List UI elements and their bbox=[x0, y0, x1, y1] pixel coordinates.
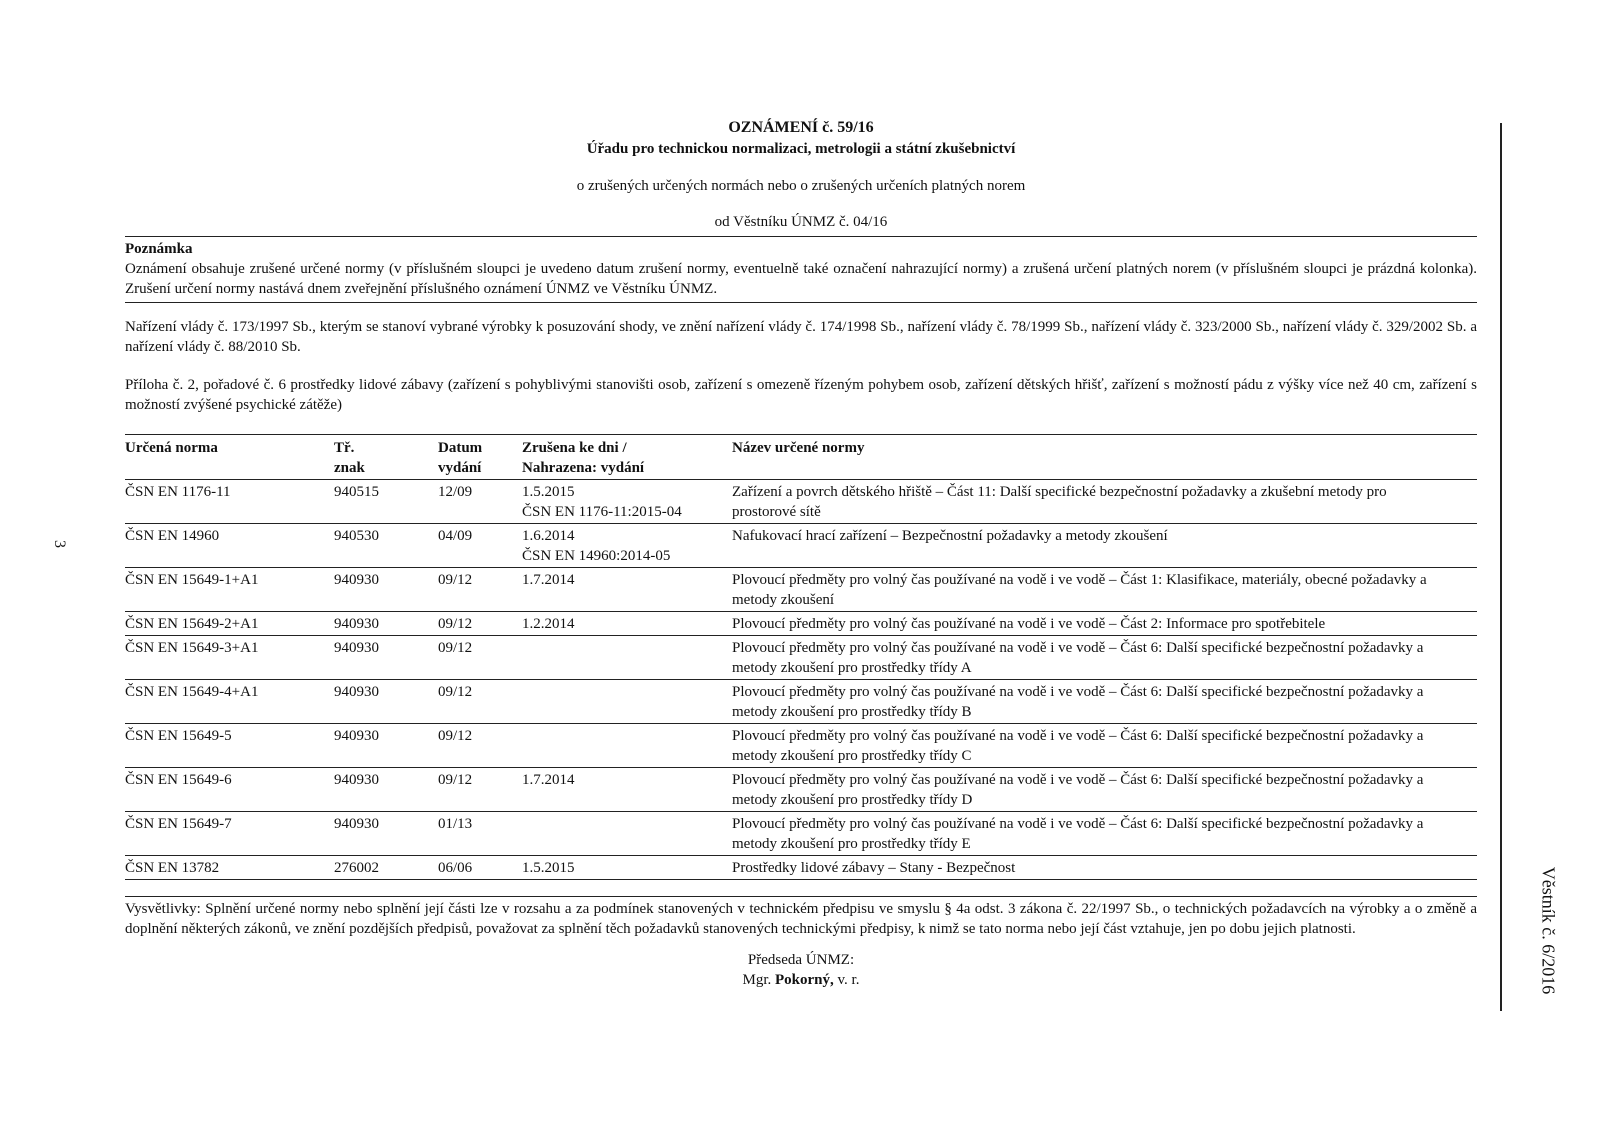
cell-cancel: 1.5.2015 ČSN EN 1176-11:2015-04 bbox=[522, 484, 682, 520]
table-header-row bbox=[125, 435, 1477, 480]
table-row bbox=[125, 612, 1477, 636]
cell-class: 940515 bbox=[334, 484, 379, 500]
header-norm: Určená norma bbox=[125, 435, 334, 480]
cell-norm: ČSN EN 15649-7 bbox=[125, 812, 334, 856]
page-number: 3 bbox=[51, 540, 68, 548]
cell-cancel: 1.7.2014 bbox=[522, 768, 732, 812]
cell-date: 09/12 bbox=[438, 636, 522, 680]
table-row bbox=[125, 768, 1477, 812]
signature-name: Pokorný, bbox=[775, 972, 834, 988]
header-name: Název určené normy bbox=[732, 435, 1477, 480]
table-row bbox=[125, 724, 1477, 768]
table-row bbox=[125, 812, 1477, 856]
cell-name: Plovoucí předměty pro volný čas používané na vodě i ve vodě – Část 6: Další specifické bezpečnostní požadavky a metody zkoušení pro prostředky třídy C bbox=[732, 724, 1477, 768]
cell-class: 276002 bbox=[334, 856, 438, 880]
cell-class: 940930 bbox=[334, 812, 438, 856]
cell-norm: ČSN EN 15649-3+A1 bbox=[125, 636, 334, 680]
cell-norm: ČSN EN 15649-4+A1 bbox=[125, 680, 334, 724]
notice-subject: o zrušených určených normách nebo o zrušených určeních platných norem bbox=[576, 178, 1026, 194]
cell-name: Plovoucí předměty pro volný čas používané na vodě i ve vodě – Část 2: Informace pro spotřebitele bbox=[732, 612, 1477, 636]
cell-cancel: 1.6.2014 ČSN EN 14960:2014-05 bbox=[522, 524, 732, 568]
cell-date: 09/12 bbox=[438, 568, 522, 612]
cell-cancel bbox=[522, 680, 732, 724]
header-cancel: Zrušena ke dni / Nahrazena: vydání bbox=[522, 435, 732, 480]
cell-cancel: 1.5.2015 bbox=[522, 856, 732, 880]
table-row bbox=[125, 568, 1477, 612]
cell-cancel: 1.2.2014 bbox=[522, 612, 732, 636]
cell-name: Nafukovací hrací zařízení – Bezpečnostní požadavky a metody zkoušení bbox=[732, 524, 1477, 568]
cell-date: 09/12 bbox=[438, 612, 522, 636]
table-row bbox=[125, 524, 1477, 568]
signature-line bbox=[125, 970, 1477, 990]
table-row bbox=[125, 636, 1477, 680]
cell-class: 940930 bbox=[334, 724, 438, 768]
note-text: Oznámení obsahuje zrušené určené normy (v příslušném sloupci je uvedeno datum zrušení normy, eventuelně také označení nahrazující normy) a zrušená určení platných norem (v příslušném sloupci je prázdná kolonka). Zrušení určení normy nastává dnem zveřejnění příslušného oznámení ÚNMZ ve Věstníku ÚNMZ. bbox=[125, 261, 1477, 297]
cell-date: 09/12 bbox=[438, 724, 522, 768]
cell-norm: ČSN EN 15649-5 bbox=[125, 724, 334, 768]
annex-paragraph: Příloha č. 2, pořadové č. 6 prostředky lidové zábavy (zařízení s pohyblivými stanovišti osob, zařízení s omezeně řízeným pohybem osob, zařízení dětských hřišť, zařízení s možností pádu z výšky více než 40 cm, zařízení s možností zvýšené psychické zátěže) bbox=[125, 377, 1477, 413]
cell-name: Plovoucí předměty pro volný čas používané na vodě i ve vodě – Část 6: Další specifické bezpečnostní požadavky a metody zkoušení pro prostředky třídy B bbox=[732, 680, 1477, 724]
cell-class: 940930 bbox=[334, 768, 438, 812]
cell-cancel bbox=[522, 724, 732, 768]
cell-name: Plovoucí předměty pro volný čas používané na vodě i ve vodě – Část 6: Další specifické bezpečnostní požadavky a metody zkoušení pro prostředky třídy A bbox=[732, 636, 1477, 680]
cell-class: 940930 bbox=[334, 568, 438, 612]
document-body bbox=[125, 118, 1477, 990]
cell-norm: ČSN EN 13782 bbox=[125, 856, 334, 880]
notice-issuer: Úřadu pro technickou normalizaci, metrologii a státní zkušebnictví bbox=[586, 141, 1016, 157]
cell-date: 06/06 bbox=[438, 856, 522, 880]
signature-role: Předseda ÚNMZ: bbox=[747, 952, 855, 968]
signature-prefix: Mgr. bbox=[742, 972, 772, 988]
cell-name: Plovoucí předměty pro volný čas používané na vodě i ve vodě – Část 6: Další specifické bezpečnostní požadavky a metody zkoušení pro prostředky třídy E bbox=[732, 812, 1477, 856]
cell-cancel: 1.7.2014 bbox=[522, 568, 732, 612]
cell-class: 940930 bbox=[334, 636, 438, 680]
cell-class: 940530 bbox=[334, 524, 438, 568]
note-heading: Poznámka bbox=[125, 241, 193, 257]
note-box bbox=[125, 236, 1477, 303]
journal-label: Věstník č. 6/2016 bbox=[1538, 866, 1559, 995]
cell-norm: ČSN EN 14960 bbox=[125, 524, 334, 568]
cell-class: 940930 bbox=[334, 612, 438, 636]
cell-date: 09/12 bbox=[438, 768, 522, 812]
cell-date: 12/09 bbox=[438, 484, 473, 500]
regulation-paragraph: Nařízení vlády č. 173/1997 Sb., kterým se stanoví vybrané výrobky k posuzování shody, ve znění nařízení vlády č. 174/1998 Sb., nařízení vlády č. 78/1999 Sb., nařízení vlády č. 323/2000 Sb., nařízení vlády č. 329/2002 Sb. a nařízení vlády č. 88/2010 Sb. bbox=[125, 319, 1477, 355]
header-class: Tř. znak bbox=[334, 435, 438, 480]
cell-name: Plovoucí předměty pro volný čas používané na vodě i ve vodě – Část 6: Další specifické bezpečnostní požadavky a metody zkoušení pro prostředky třídy D bbox=[732, 768, 1477, 812]
norms-table bbox=[125, 434, 1477, 880]
cell-date: 01/13 bbox=[438, 812, 522, 856]
notice-reference: od Věstníku ÚNMZ č. 04/16 bbox=[714, 214, 888, 230]
cell-norm: ČSN EN 15649-6 bbox=[125, 768, 334, 812]
table-row bbox=[125, 480, 1477, 524]
cell-cancel bbox=[522, 812, 732, 856]
signature-suffix: v. r. bbox=[837, 972, 860, 988]
cell-norm: ČSN EN 15649-2+A1 bbox=[125, 612, 334, 636]
table-row bbox=[125, 680, 1477, 724]
cell-name: Prostředky lidové zábavy – Stany - Bezpečnost bbox=[732, 856, 1477, 880]
table-row bbox=[125, 856, 1477, 880]
notice-title: OZNÁMENÍ č. 59/16 bbox=[728, 119, 874, 136]
cell-norm: ČSN EN 1176-11 bbox=[125, 484, 231, 500]
cell-name: Plovoucí předměty pro volný čas používané na vodě i ve vodě – Část 1: Klasifikace, materiály, obecné požadavky a metody zkoušení bbox=[732, 568, 1477, 612]
cell-cancel bbox=[522, 636, 732, 680]
cell-date: 04/09 bbox=[438, 524, 522, 568]
cell-norm: ČSN EN 15649-1+A1 bbox=[125, 568, 334, 612]
margin-rule bbox=[1500, 123, 1502, 1011]
explanation-paragraph: Vysvětlivky: Splnění určené normy nebo splnění její části lze v rozsahu a za podmínek stanovených v technickém předpisu ve smyslu § 4a odst. 3 zákona č. 22/1997 Sb., o technických požadavcích na výrobky a o změně a doplnění některých zákonů, ve znění pozdějších předpisů, považovat za splnění těch požadavků stanovených technickými předpisy, k nimž se tato norma nebo její část vztahuje, jen po dobu jejich platnosti. bbox=[125, 896, 1477, 939]
cell-class: 940930 bbox=[334, 680, 438, 724]
cell-date: 09/12 bbox=[438, 680, 522, 724]
header-date: Datum vydání bbox=[438, 435, 522, 480]
cell-name: Zařízení a povrch dětského hřiště – Část 11: Další specifické bezpečnostní požadavky a zkušební metody pro prostorové sítě bbox=[732, 484, 1387, 520]
signature-block bbox=[125, 950, 1477, 990]
